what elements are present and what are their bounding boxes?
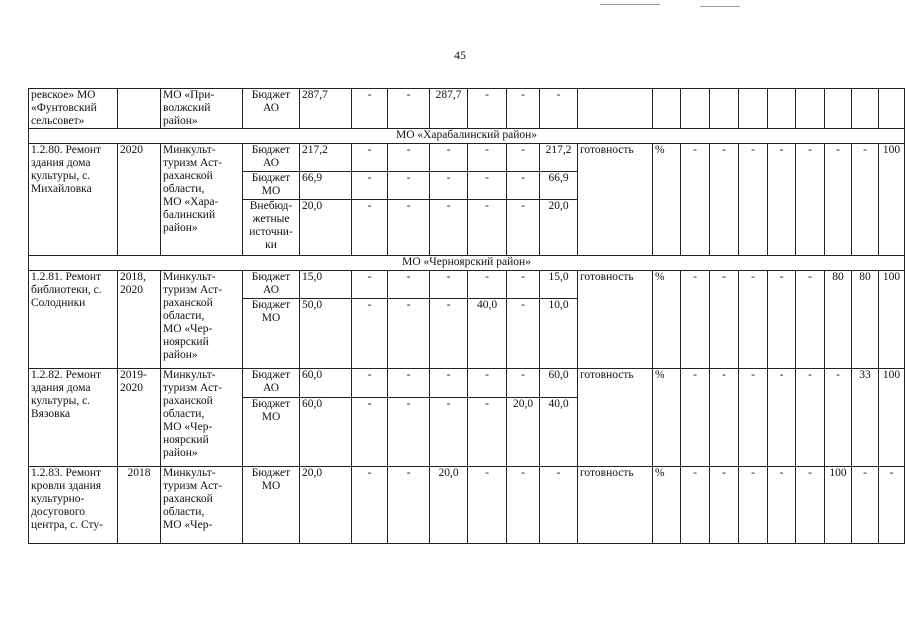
funding-source-cell: Бюджет МО	[243, 467, 300, 544]
year-value-cell: -	[352, 271, 388, 299]
target-cell: 33	[852, 369, 879, 467]
year-value-cell: -	[468, 271, 507, 299]
target-cell: 100	[825, 467, 852, 544]
unit-cell: %	[653, 467, 681, 544]
table-row	[29, 467, 905, 544]
year-cell: 2018	[118, 467, 161, 544]
year-value-cell: -	[388, 172, 430, 200]
funding-source-cell: Бюджет АО	[243, 369, 300, 398]
page-number: 45	[454, 48, 466, 62]
target-cell: -	[681, 467, 710, 544]
unit-cell: %	[653, 369, 681, 467]
year-value-cell: -	[507, 200, 540, 256]
target-cell: -	[825, 144, 852, 256]
unit-cell: %	[653, 271, 681, 369]
target-cell	[879, 89, 905, 129]
executor-cell: Минкульт- туризм Аст- раханской области, МО «Хара- балинский район»	[161, 144, 243, 256]
year-value-cell: -	[507, 271, 540, 299]
year-cell: 2020	[118, 144, 161, 256]
total-cell: 60,0	[300, 398, 352, 467]
target-cell: 100	[879, 369, 905, 467]
target-cell: -	[825, 369, 852, 467]
executor-cell: МО «При- волжский район»	[161, 89, 243, 129]
target-cell	[681, 89, 710, 129]
target-cell: -	[710, 144, 739, 256]
target-cell: -	[796, 271, 825, 369]
executor-cell: Минкульт- туризм Аст- раханской области, МО «Чер- ноярский район»	[161, 271, 243, 369]
indicator-cell: готовность	[578, 144, 653, 256]
scan-artifact-line	[600, 4, 660, 5]
target-cell: -	[879, 467, 905, 544]
total-cell: 66,9	[300, 172, 352, 200]
year-value-cell: -	[388, 369, 430, 398]
year-value-cell: -	[430, 172, 468, 200]
year-value-cell: 66,9	[540, 172, 578, 200]
year-value-cell: -	[430, 200, 468, 256]
section-heading: МО «Харабалинский район»	[29, 129, 905, 144]
target-cell: -	[768, 467, 796, 544]
funding-source-cell: Бюджет МО	[243, 299, 300, 369]
table-row	[29, 369, 905, 398]
year-value-cell: 20,0	[430, 467, 468, 544]
year-value-cell: -	[468, 369, 507, 398]
year-value-cell: 287,7	[430, 89, 468, 129]
year-value-cell: -	[430, 144, 468, 172]
target-cell: -	[796, 467, 825, 544]
target-cell: -	[681, 144, 710, 256]
year-value-cell: 40,0	[540, 398, 578, 467]
year-value-cell: -	[468, 172, 507, 200]
year-value-cell: -	[507, 144, 540, 172]
year-value-cell: -	[388, 271, 430, 299]
year-value-cell: -	[388, 144, 430, 172]
target-cell	[768, 89, 796, 129]
year-value-cell: -	[352, 200, 388, 256]
indicator-cell	[578, 89, 653, 129]
target-cell: -	[710, 369, 739, 467]
target-cell	[739, 89, 768, 129]
year-value-cell: -	[352, 369, 388, 398]
executor-cell: Минкульт- туризм Аст- раханской области, МО «Чер-	[161, 467, 243, 544]
target-cell: -	[739, 369, 768, 467]
year-value-cell: -	[388, 200, 430, 256]
target-cell: 80	[852, 271, 879, 369]
year-value-cell: -	[468, 144, 507, 172]
year-value-cell: -	[507, 299, 540, 369]
year-value-cell: -	[430, 299, 468, 369]
funding-source-cell: Бюджет МО	[243, 398, 300, 467]
year-value-cell: 217,2	[540, 144, 578, 172]
total-cell: 50,0	[300, 299, 352, 369]
year-value-cell: -	[468, 467, 507, 544]
funding-source-cell: Бюджет АО	[243, 89, 300, 129]
section-heading: МО «Черноярский район»	[29, 256, 905, 271]
target-cell	[796, 89, 825, 129]
year-value-cell: -	[352, 89, 388, 129]
year-value-cell: -	[430, 369, 468, 398]
funding-source-cell: Бюджет АО	[243, 271, 300, 299]
target-cell: -	[710, 467, 739, 544]
indicator-cell: готовность	[578, 271, 653, 369]
executor-cell: Минкульт- туризм Аст- раханской области, МО «Чер- ноярский район»	[161, 369, 243, 467]
indicator-cell: готовность	[578, 467, 653, 544]
year-value-cell: -	[388, 467, 430, 544]
section-row	[29, 129, 905, 144]
total-cell: 60,0	[300, 369, 352, 398]
total-cell: 20,0	[300, 200, 352, 256]
measure-name-cell: ревское» МО «Фунтовский сельсовет»	[29, 89, 118, 129]
year-value-cell: -	[468, 89, 507, 129]
target-cell: -	[739, 144, 768, 256]
funding-source-cell: Бюджет МО	[243, 172, 300, 200]
year-value-cell: 10,0	[540, 299, 578, 369]
unit-cell: %	[653, 144, 681, 256]
year-value-cell: -	[507, 369, 540, 398]
year-value-cell: 60,0	[540, 369, 578, 398]
target-cell: -	[852, 467, 879, 544]
target-cell: -	[768, 369, 796, 467]
target-cell: -	[768, 144, 796, 256]
year-value-cell: -	[388, 398, 430, 467]
measure-name-cell: 1.2.81. Ремонт библиотеки, с. Солодники	[29, 271, 118, 369]
year-value-cell: -	[388, 299, 430, 369]
unit-cell	[653, 89, 681, 129]
year-value-cell: -	[352, 144, 388, 172]
year-value-cell: -	[468, 398, 507, 467]
funding-source-cell: Бюджет АО	[243, 144, 300, 172]
funding-source-cell: Внебюд- жетные источни- ки	[243, 200, 300, 256]
target-cell: -	[710, 271, 739, 369]
year-value-cell: -	[507, 467, 540, 544]
measure-name-cell: 1.2.80. Ремонт здания дома культуры, с. Михайловка	[29, 144, 118, 256]
target-cell: 100	[879, 144, 905, 256]
table-row	[29, 89, 905, 129]
year-value-cell: -	[507, 89, 540, 129]
program-table	[28, 88, 905, 544]
year-value-cell: -	[352, 398, 388, 467]
year-value-cell: 15,0	[540, 271, 578, 299]
target-cell: -	[681, 369, 710, 467]
year-cell: 2019- 2020	[118, 369, 161, 467]
year-value-cell: -	[468, 200, 507, 256]
target-cell	[825, 89, 852, 129]
year-value-cell: -	[540, 89, 578, 129]
table-row	[29, 271, 905, 299]
target-cell: -	[739, 467, 768, 544]
target-cell: -	[852, 144, 879, 256]
total-cell: 217,2	[300, 144, 352, 172]
measure-name-cell: 1.2.83. Ремонт кровли здания культурно- досугового центра, с. Сту-	[29, 467, 118, 544]
year-value-cell: 40,0	[468, 299, 507, 369]
year-cell: 2018, 2020	[118, 271, 161, 369]
year-value-cell: -	[430, 271, 468, 299]
target-cell: -	[796, 369, 825, 467]
year-value-cell: -	[352, 299, 388, 369]
target-cell: 100	[879, 271, 905, 369]
target-cell: 80	[825, 271, 852, 369]
year-value-cell: 20,0	[540, 200, 578, 256]
scan-artifact-line	[700, 6, 740, 7]
total-cell: 20,0	[300, 467, 352, 544]
year-value-cell: -	[352, 172, 388, 200]
target-cell	[852, 89, 879, 129]
total-cell: 15,0	[300, 271, 352, 299]
year-value-cell: -	[388, 89, 430, 129]
year-value-cell: -	[540, 467, 578, 544]
target-cell	[710, 89, 739, 129]
year-cell	[118, 89, 161, 129]
target-cell: -	[681, 271, 710, 369]
year-value-cell: -	[430, 398, 468, 467]
year-value-cell: -	[507, 172, 540, 200]
year-value-cell: 20,0	[507, 398, 540, 467]
total-cell: 287,7	[300, 89, 352, 129]
measure-name-cell: 1.2.82. Ремонт здания дома культуры, с. Вязовка	[29, 369, 118, 467]
section-row	[29, 256, 905, 271]
year-value-cell: -	[352, 467, 388, 544]
indicator-cell: готовность	[578, 369, 653, 467]
target-cell: -	[739, 271, 768, 369]
target-cell: -	[768, 271, 796, 369]
target-cell: -	[796, 144, 825, 256]
table-row	[29, 144, 905, 172]
